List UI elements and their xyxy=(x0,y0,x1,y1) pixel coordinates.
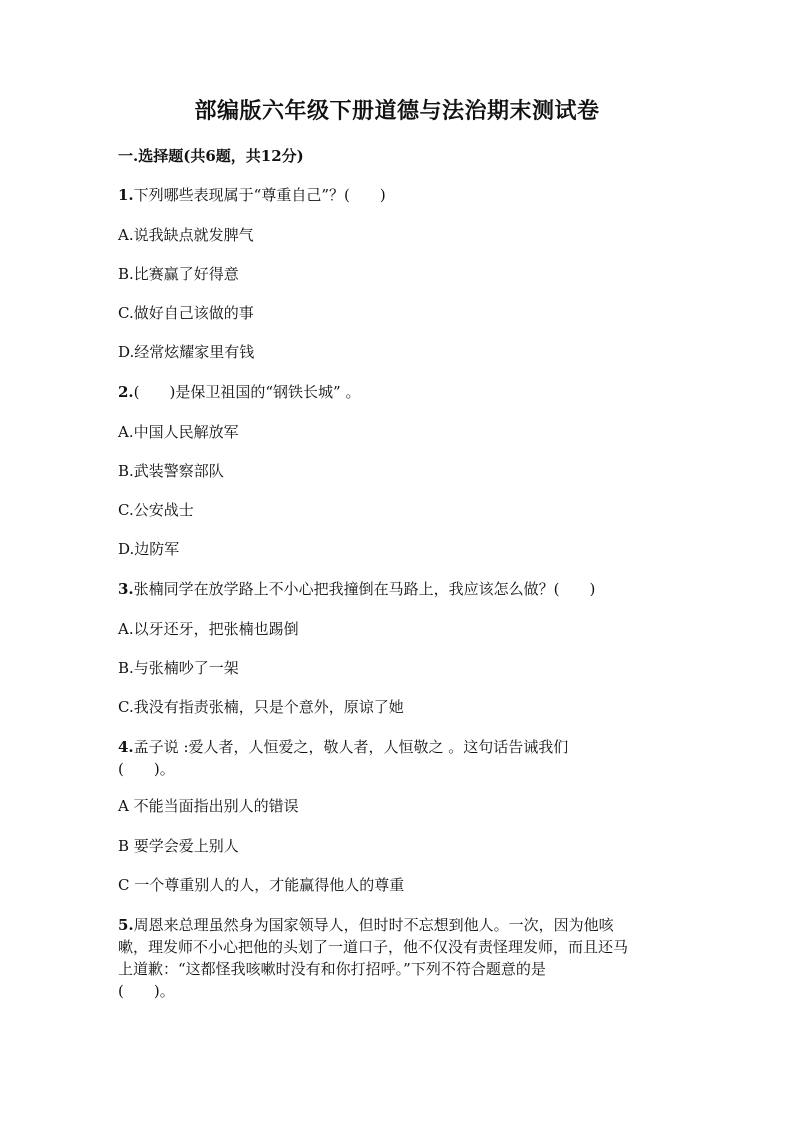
question-text: 张楠同学在放学路上不小心把我撞倒在马路上，我应该怎么做？( ) xyxy=(133,580,596,598)
question-4 xyxy=(118,736,678,758)
question-3 xyxy=(118,578,678,600)
option-1d: D.经常炫耀家里有钱 xyxy=(118,343,255,361)
question-5 xyxy=(118,914,678,936)
question-2 xyxy=(118,381,678,403)
option-2a: A.中国人民解放军 xyxy=(118,423,239,441)
exam-title: 部编版六年级下册道德与法治期末测试卷 xyxy=(194,98,600,124)
option-1a: A.说我缺点就发脾气 xyxy=(118,226,254,244)
section-heading: 一.选择题(共6题，共12分) xyxy=(118,147,304,165)
option-4a: A 不能当面指出别人的错误 xyxy=(118,797,299,815)
question-number: 5. xyxy=(118,916,134,934)
option-3b: B.与张楠吵了一架 xyxy=(118,659,239,677)
question-number: 1. xyxy=(118,186,134,204)
option-1c: C.做好自己该做的事 xyxy=(118,304,254,322)
option-4c: C 一个尊重别人的人，才能赢得他人的尊重 xyxy=(118,876,405,894)
option-1b: B.比赛赢了好得意 xyxy=(118,265,239,283)
question-text-line-1: 孟子说 :爱人者，人恒爱之，敬人者，人恒敬之 。这句话告诫我们 xyxy=(133,738,569,756)
question-number: 4. xyxy=(118,738,134,756)
option-3c: C.我没有指责张楠，只是个意外，原谅了她 xyxy=(118,698,404,716)
option-2c: C.公安战士 xyxy=(118,501,194,519)
option-2d: D.边防军 xyxy=(118,540,180,558)
question-text-line-1: 周恩来总理虽然身为国家领导人，但时时不忘想到他人。一次，因为他咳 xyxy=(133,916,614,934)
question-number: 2. xyxy=(118,383,134,401)
question-4-line-2: ( )。 xyxy=(118,760,175,778)
option-3a: A.以牙还牙，把张楠也踢倒 xyxy=(118,620,299,638)
option-4b: B 要学会爱上别人 xyxy=(118,837,239,855)
question-5-line-2: 嗽，理发师不小心把他的头划了一道口子，他不仅没有责怪理发师，而且还马 xyxy=(118,938,629,956)
question-text: ( )是保卫祖国的“钢铁长城” 。 xyxy=(133,383,361,401)
question-5-line-4: ( )。 xyxy=(118,982,175,1000)
question-5-line-3: 上道歉：“这都怪我咳嗽时没有和你打招呼。”下列不符合题意的是 xyxy=(118,960,546,978)
question-text: 下列哪些表现属于“尊重自己”？( ) xyxy=(133,186,386,204)
question-1 xyxy=(118,184,678,206)
option-2b: B.武装警察部队 xyxy=(118,462,224,480)
question-number: 3. xyxy=(118,580,134,598)
